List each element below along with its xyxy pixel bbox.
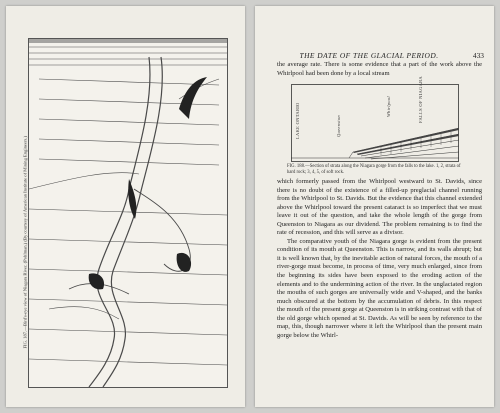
figure-188-caption: FIG. 188.—Section of strata along the Niagara gorge from the falls to the lake. 1, 2, strata of hard rock; 3, 4, 5, of soft rock.	[287, 164, 461, 175]
page-number: 433	[472, 51, 484, 60]
birds-eye-view-drawing	[29, 39, 227, 387]
label-whirlpool: Whirlpool	[386, 96, 391, 117]
paragraph-1: which formerly passed from the Whirlpool westward to St. Davids, since there is no doubt of the existence of a filled-up preglacial channel running from the Whirlpool to St. Davids. But the evidence that this channel extended above the Whirlpool toward the present cataract is so imperfect that we must leave it out of the question, and take the whole length of the gorge from Queenston to Niagara as our dividend. The problem remaining is to find the rate of recession, and this will serve as a divisor.	[277, 178, 482, 237]
right-page	[255, 6, 494, 407]
figure-188-strata-section	[291, 76, 459, 162]
paragraph-top: the average rate. There is some evidence that a part of the work above the Whirlpool had been done by a local stream	[277, 61, 482, 77]
paragraph-2: The comparative youth of the Niagara gorge is evident from the present condition of its mouth at Queenston. This is narrow, and its walls abrupt; but it is well known that, by the inevitable action of natural forces, the mouth of a river-gorge must become, in process of time, very much enlarged, since from the beginning its sides have been exposed to the eroding action of the elements and to the undermining action of the river. In the unglaciated region the mouths of such gorges are universally wide and V-shaped, and the banks much obscured at the bottom by the accumulation of debris. In this respect the mouth of the present gorge at Queenston is in striking contrast with that of the old gorge which opened at St. Davids. As will be seen by reference to the map, this, though narrower where it left the Whirlpool than the present main gorge below the Whirl-	[277, 237, 482, 339]
label-lake-ontario: LAKE ONTARIO	[295, 102, 300, 139]
figure-187-caption: FIG. 187.—Bird's-eye view of Niagara River. (Pohlman.) (By courtesy of American Institute of Mining Engineers.)	[22, 136, 28, 349]
strata-section-drawing	[291, 84, 459, 162]
label-falls-of-niagara: FALLS OF NIAGARA	[418, 76, 423, 123]
running-head-title: THE DATE OF THE GLACIAL PERIOD.	[299, 51, 439, 60]
label-queenston: Queenston	[336, 115, 341, 137]
main-text	[277, 178, 482, 340]
left-page	[6, 6, 245, 407]
niagara-river-illustration	[28, 38, 228, 388]
